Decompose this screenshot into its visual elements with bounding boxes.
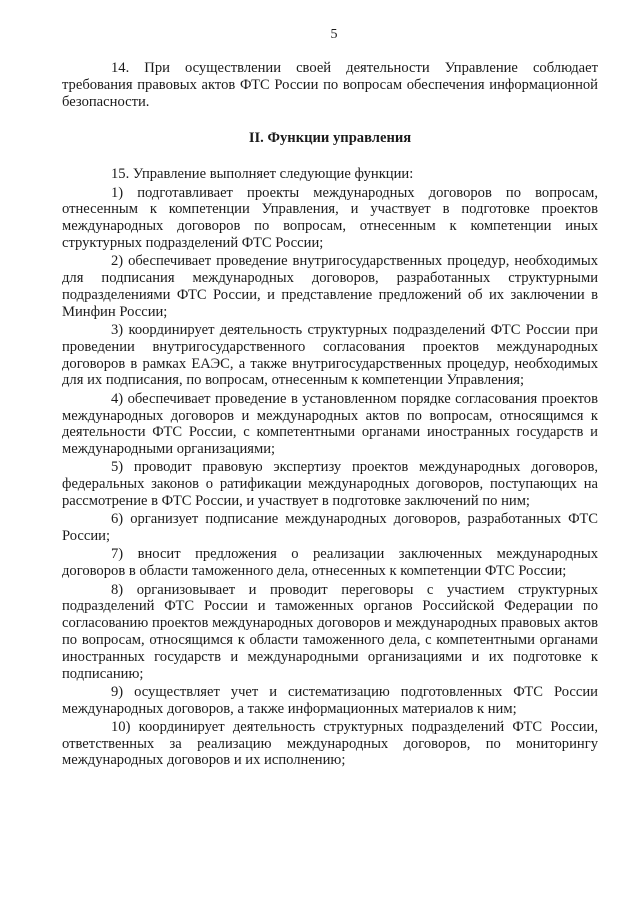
function-item-1: 1) подготавливает проекты международных договоров по вопросам, отнесенным к компетенции Управления, и участвует в подготовке проектов международных договоров по вопросам, отнесенным к компетенции иных структурных подразделений ФТС России; [62,184,598,252]
function-item-6: 6) организует подписание международных договоров, разработанных ФТС России; [62,511,598,545]
clause-15-intro: 15. Управление выполняет следующие функции: [111,166,414,183]
function-item-2: 2) обеспечивает проведение внутригосударственных процедур, необходимых для подписания международных договоров, разработанных структурными подразделениями ФТС России, и представление предложений об их заключении в Минфин России; [62,253,598,320]
function-item-4: 4) обеспечивает проведение в установленном порядке согласования проектов международных договоров и международных актов по вопросам, относящимся к деятельности ФТС России, с компетентными органами иностранных государств и международными организациями; [62,390,598,458]
function-item-3: 3) координирует деятельность структурных подразделений ФТС России при проведении внутригосударственного согласования проектов международных договоров в рамках ЕАЭС, а также внутригосударственных процедур, необходимых для их подписания, по вопросам, отнесенным к компетенции Управления; [62,322,598,389]
function-item-10: 10) координирует деятельность структурных подразделений ФТС России, ответственных за реализацию международных договоров, по мониторингу международных договоров и их исполнению; [62,718,598,769]
function-item-5: 5) проводит правовую экспертизу проектов международных договоров, федеральных законов о ратификации международных договоров, поступающих на рассмотрение в ФТС России, и участвует в подготовке заключений по ним; [62,459,598,510]
clause-14: 14. При осуществлении своей деятельности Управление соблюдает требования правовых актов ФТС России по вопросам обеспечения информационной безопасности. [62,60,598,110]
function-item-9: 9) осуществляет учет и систематизацию подготовленных ФТС России международных договоров, а также информационных материалов к ним; [62,683,598,717]
function-item-8: 8) организовывает и проводит переговоры с участием структурных подразделений ФТС России и таможенных органов Российской Федерации по согласованию проектов международных договоров и международных правовых актов по вопросам, относящимся к области таможенного дела, с компетентными органами иностранных государств и международными организациями и их подготовке к подписанию; [62,581,598,682]
section-title: II. Функции управления [248,130,412,147]
page-number: 5 [330,27,338,42]
function-item-7: 7) вносит предложения о реализации заключенных международных договоров в области таможенного дела, отнесенных к компетенции ФТС России; [62,546,598,580]
document-page [62,26,598,771]
